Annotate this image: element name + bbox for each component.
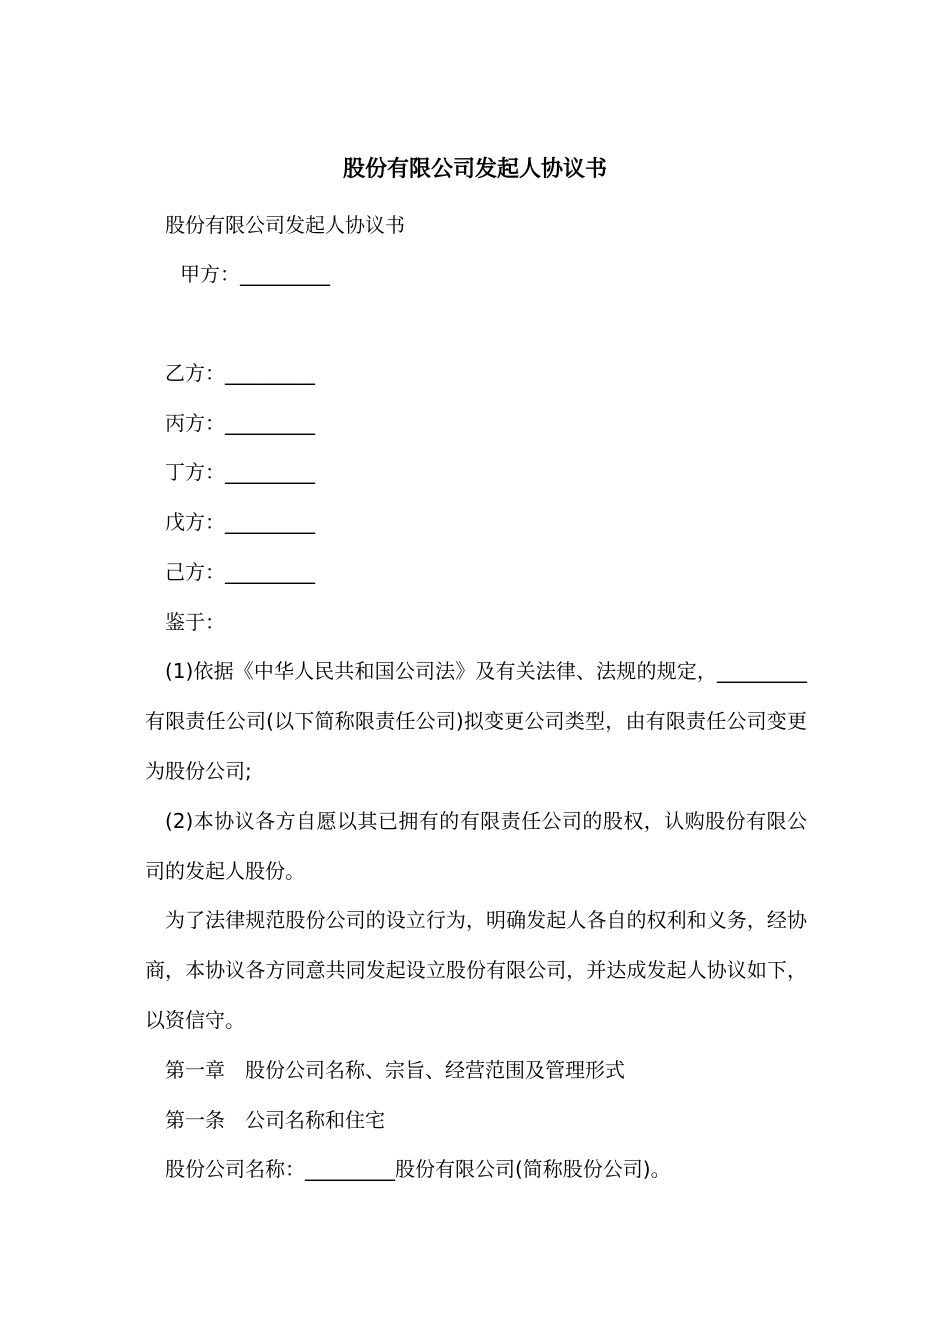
- party-a-line: 甲方：_________: [180, 262, 330, 286]
- party-d-line: 丁方：_________: [165, 460, 315, 484]
- purpose-paragraph: 为了法律规范股份公司的设立行为，明确发起人各自的权利和义务，经协商，本协议各方同意共同发起设立股份有限公司，并达成发起人协议如下，以资信守。: [145, 908, 807, 1032]
- recital-2-paragraph: (2)本协议各方自愿以其已拥有的有限责任公司的股权，认购股份有限公司的发起人股份。: [145, 809, 807, 883]
- recital-1-paragraph: (1)依据《中华人民共和国公司法》及有关法律、法规的规定，_________有限责任公司(以下简称限责任公司)拟变更公司类型，由有限责任公司变更为股份公司;: [145, 659, 807, 783]
- document-subtitle: 股份有限公司发起人协议书: [165, 213, 405, 237]
- party-c-line: 丙方：_________: [165, 411, 315, 435]
- company-name-line: 股份公司名称：_________股份有限公司(简称股份公司)。: [165, 1157, 671, 1181]
- party-f-line: 己方：_________: [165, 560, 315, 584]
- party-b-line: 乙方：_________: [165, 361, 315, 385]
- chapter-1-heading: 第一章 股份公司名称、宗旨、经营范围及管理形式: [165, 1058, 625, 1082]
- article-1-heading: 第一条 公司名称和住宅: [165, 1108, 385, 1132]
- document-title: 股份有限公司发起人协议书: [342, 157, 607, 182]
- party-e-line: 戊方：_________: [165, 510, 315, 534]
- whereas-label: 鉴于：: [165, 610, 225, 634]
